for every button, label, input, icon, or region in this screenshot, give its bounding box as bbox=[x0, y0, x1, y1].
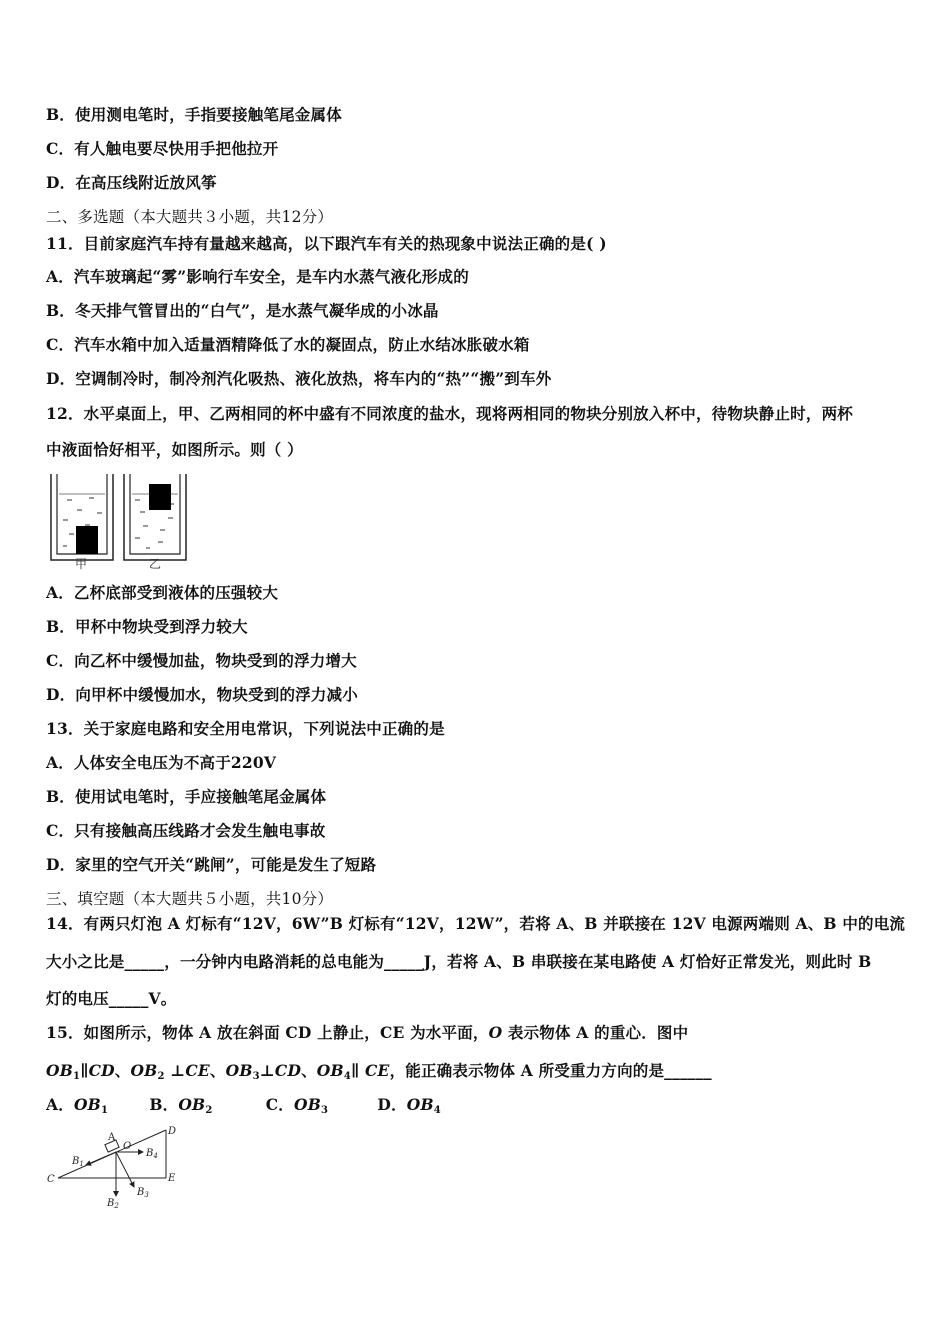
q13-option-a: A．人体安全电压为不高于220V bbox=[46, 753, 277, 772]
section-multiple-choice: 二、多选题（本大题共３小题，共12分） bbox=[46, 208, 334, 226]
option-d-sub: 4 bbox=[433, 1105, 441, 1116]
q12-stem-line2: 中液面恰好相平，如图所示。则（ ） bbox=[46, 440, 303, 459]
q14-line2: 大小之比是_____，一分钟内电路消耗的总电能为_____J，若将 A、B 串联接在某电路使 A 灯恰好正常发光，则此时 B bbox=[46, 952, 872, 971]
option-d-ob: OB bbox=[406, 1095, 434, 1114]
q15-stem-tail: ，能正确表示物体 A 所受重力方向的是______ bbox=[389, 1061, 712, 1080]
option-a-label: A． bbox=[46, 1095, 74, 1114]
q13-option-c: C．只有接触高压线路才会发生触电事故 bbox=[46, 821, 326, 840]
q12-option-b: B．甲杯中物块受到浮力较大 bbox=[46, 617, 248, 636]
label-b1: $B_1$ bbox=[72, 1156, 84, 1168]
label-d: D bbox=[168, 1126, 177, 1137]
parallel-symbol-1: ∥ bbox=[80, 1061, 89, 1080]
separator-1: 、 bbox=[114, 1061, 131, 1080]
ob2-sub: 2 bbox=[157, 1071, 165, 1082]
cd-text-2: CD bbox=[274, 1061, 302, 1080]
option-c-ob: OB bbox=[294, 1095, 322, 1114]
beaker-yi bbox=[124, 474, 186, 560]
option-a-sub: 1 bbox=[100, 1105, 109, 1116]
q12-option-c: C．向乙杯中缓慢加盐，物块受到的浮力增大 bbox=[46, 651, 357, 670]
q12-option-a: A．乙杯底部受到液体的压强较大 bbox=[46, 583, 279, 602]
option-b-label: B． bbox=[149, 1095, 179, 1114]
ob3-sub: 3 bbox=[252, 1071, 260, 1082]
q14-line1: 14．有两只灯泡 A 灯标有“12V，6W”B 灯标有“12V，12W”，若将 A、B 并联接在 12V 电源两端则 A、B 中的电流 bbox=[46, 914, 906, 933]
q15-option-c bbox=[266, 1095, 328, 1114]
q12-beakers-figure bbox=[45, 468, 195, 570]
q14-line3: 灯的电压_____V。 bbox=[46, 989, 177, 1008]
option-d-label: D． bbox=[377, 1095, 407, 1114]
label-yi: 乙 bbox=[149, 557, 162, 570]
label-b2: $B_2$ bbox=[107, 1198, 119, 1210]
q10-option-b: B．使用测电笔时，手指要接触笔尾金属体 bbox=[46, 105, 342, 124]
q11-option-a: A．汽车玻璃起“雾”影响行车安全，是车内水蒸气液化形成的 bbox=[46, 267, 469, 286]
perpendicular-symbol-1: ⊥ bbox=[164, 1061, 186, 1080]
option-b-sub: 2 bbox=[205, 1105, 213, 1116]
label-b4: $B_4$ bbox=[146, 1148, 158, 1160]
q10-option-d: D．在高压线附近放风筝 bbox=[46, 173, 217, 192]
q12-option-d: D．向甲杯中缓慢加水，物块受到的浮力减小 bbox=[46, 685, 358, 704]
q15-stem-part1: 15．如图所示，物体 A 放在斜面 CD 上静止，CE 为水平面， bbox=[46, 1023, 489, 1042]
ob3-text: OB bbox=[225, 1061, 253, 1080]
q11-option-b: B．冬天排气管冒出的“白气”，是水蒸气凝华成的小冰晶 bbox=[46, 301, 439, 320]
label-o: O bbox=[123, 1141, 132, 1152]
ce-text-2: CE bbox=[365, 1061, 390, 1080]
q11-stem: 11．目前家庭汽车持有量越来越高，以下跟汽车有关的热现象中说法正确的是( ) bbox=[46, 234, 607, 253]
q11-option-d: D．空调制冷时，制冷剂汽化吸热、液化放热，将车内的“热”“搬”到车外 bbox=[46, 369, 552, 388]
arrow-ob3 bbox=[116, 1152, 134, 1187]
q15-option-d bbox=[377, 1095, 441, 1114]
beaker-jia bbox=[51, 474, 113, 560]
section-fill-in: 三、填空题（本大题共５小题，共10分） bbox=[46, 890, 334, 908]
ob4-text: OB bbox=[316, 1061, 344, 1080]
ob2-text: OB bbox=[130, 1061, 158, 1080]
block-yi bbox=[149, 484, 171, 510]
ob1-sub: 1 bbox=[73, 1071, 81, 1082]
q15-stem-part2: 表示物体 A 的重心．图中 bbox=[502, 1023, 689, 1042]
q15-option-a bbox=[46, 1095, 108, 1114]
ce-text-1: CE bbox=[185, 1061, 210, 1080]
arrow-ob1 bbox=[86, 1152, 116, 1165]
q13-stem: 13．关于家庭电路和安全用电常识，下列说法中正确的是 bbox=[46, 719, 445, 738]
q15-option-b bbox=[149, 1095, 212, 1114]
option-a-ob: OB bbox=[73, 1095, 101, 1114]
separator-3: 、 bbox=[301, 1061, 317, 1080]
ob1-text: OB bbox=[46, 1061, 74, 1080]
block-jia bbox=[76, 526, 98, 554]
separator-2: 、 bbox=[209, 1061, 226, 1080]
q15-stem-line2 bbox=[46, 1059, 712, 1082]
q13-option-b: B．使用试电笔时，手应接触笔尾金属体 bbox=[46, 787, 327, 806]
label-b3: $B_3$ bbox=[137, 1187, 149, 1199]
option-c-sub: 3 bbox=[321, 1105, 329, 1116]
q15-incline-figure bbox=[44, 1122, 194, 1214]
q15-options bbox=[46, 1093, 441, 1116]
option-c-label: C． bbox=[265, 1095, 295, 1114]
label-e: E bbox=[168, 1173, 176, 1184]
center-of-gravity-symbol: O bbox=[488, 1023, 503, 1042]
cd-text-1: CD bbox=[88, 1061, 115, 1080]
label-a: A bbox=[108, 1132, 116, 1143]
label-jia: 甲 bbox=[75, 557, 88, 570]
parallel-symbol-2: ∥ bbox=[350, 1061, 365, 1080]
q13-option-d: D．家里的空气开关“跳闸”，可能是发生了短路 bbox=[46, 855, 377, 874]
perpendicular-symbol-2: ⊥ bbox=[259, 1061, 275, 1080]
q10-option-c: C．有人触电要尽快用手把他拉开 bbox=[46, 139, 279, 158]
q11-option-c: C．汽车水箱中加入适量酒精降低了水的凝固点，防止水结冰胀破水箱 bbox=[46, 335, 530, 354]
q12-stem-line1: 12．水平桌面上，甲、乙两相同的杯中盛有不同浓度的盐水，现将两相同的物块分别放入杯中，待物块静止时，两杯 bbox=[46, 404, 853, 423]
label-c: C bbox=[47, 1174, 55, 1185]
option-b-ob: OB bbox=[178, 1095, 206, 1114]
ob4-sub: 4 bbox=[343, 1071, 351, 1082]
q15-stem-line1 bbox=[46, 1021, 688, 1043]
